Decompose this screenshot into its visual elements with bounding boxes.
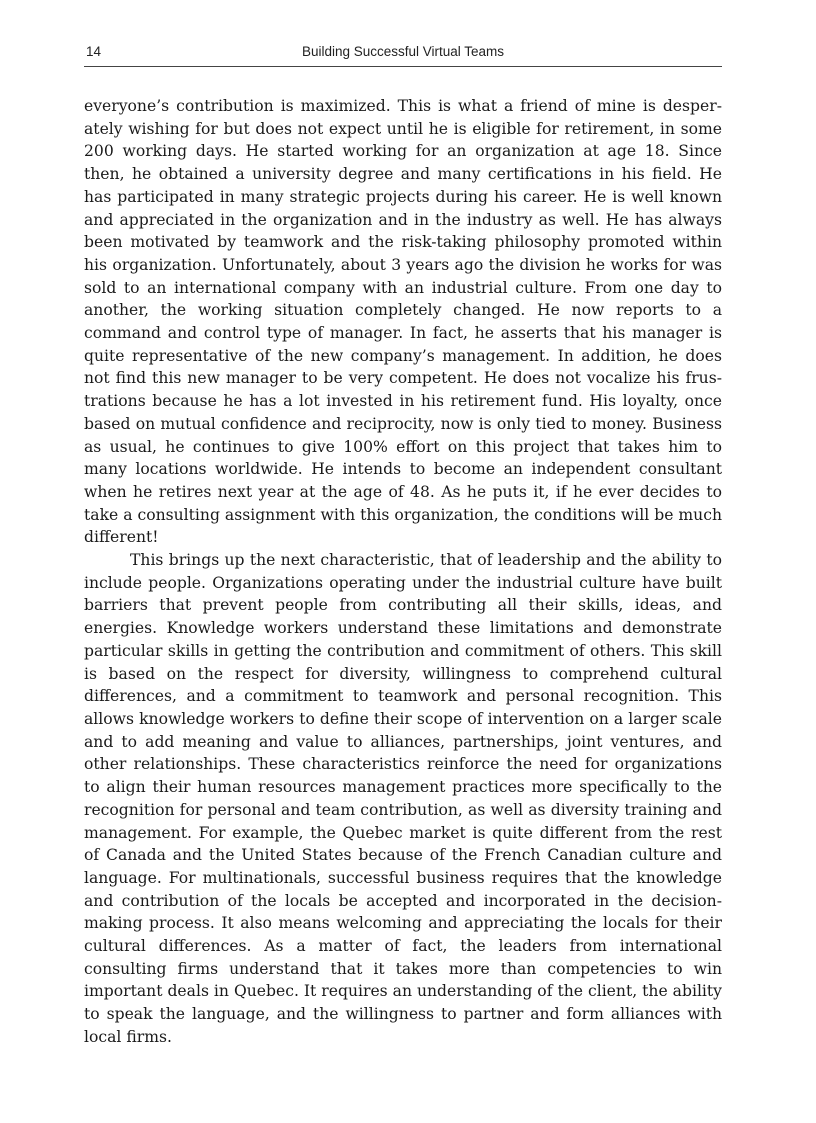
book-title: Building Successful Virtual Teams	[301, 44, 505, 59]
running-header	[84, 44, 722, 64]
header-divider	[84, 66, 722, 67]
body-text	[84, 95, 722, 1049]
paragraph-leadership: This brings up the next characteristic, that of leadership and the ability to include people. Organizations operating under the industrial culture have built barriers that prevent people from contributing all their skills, ideas, and energies. Knowledge workers understand these limitations and demonstrate particular skills in getting the contribution and commitment of others. This skill is based on the respect for diversity, willingness to comprehend cultural differences, and a commitment to teamwork and personal recognition. This allows knowledge workers to define their scope of intervention on a larger scale and to add meaning and value to alliances, partnerships, joint ventures, and other relationships. These characteristics reinforce the need for organizations to align their human resources management practices more specifically to the recognition for personal and team contribution, as well as diversity training and management. For example, the Quebec market is quite different from the rest of Canada and the United States because of the French Canadian culture and language. For multinationals, successful business requires that the knowledge and contribution of the locals be accepted and incorporated in the decision-making process. It also means welcoming and appreciating the locals for their cultural differences. As a matter of fact, the leaders from international consulting firms understand that it takes more than competencies to win important deals in Quebec. It requires an understanding of the client, the ability to speak the language, and the willingness to partner and form alliances with local firms.	[84, 551, 722, 1046]
paragraph-continuation: everyone’s contribution is maximized. This is what a friend of mine is desperately wishing for but does not expect until he is eligible for retirement, in some 200 working days. He started working for an organization at age 18. Since then, he obtained a university degree and many certifications in his field. He has participated in many strategic projects during his career. He is well known and appreciated in the organization and in the industry as well. He has always been motivated by teamwork and the risk-taking philosophy promoted within his organization. Unfortunately, about 3 years ago the division he works for was sold to an international company with an industrial culture. From one day to another, the working situation completely changed. He now reports to a command and control type of manager. In fact, he asserts that his manager is quite representative of the new company’s management. In addition, he does not find this new manager to be very competent. He does not vocalize his frustrations because he has a lot invested in his retirement fund. His loyalty, once based on mutual confidence and reciprocity, now is only tied to money. Business as usual, he continues to give 100% effort on this project that takes him to many locations worldwide. He intends to become an independent consultant when he retires next year at the age of 48. As he puts it, if he ever decides to take a consulting assignment with this organization, the conditions will be much different!	[84, 97, 722, 547]
page-number: 14	[86, 44, 102, 59]
